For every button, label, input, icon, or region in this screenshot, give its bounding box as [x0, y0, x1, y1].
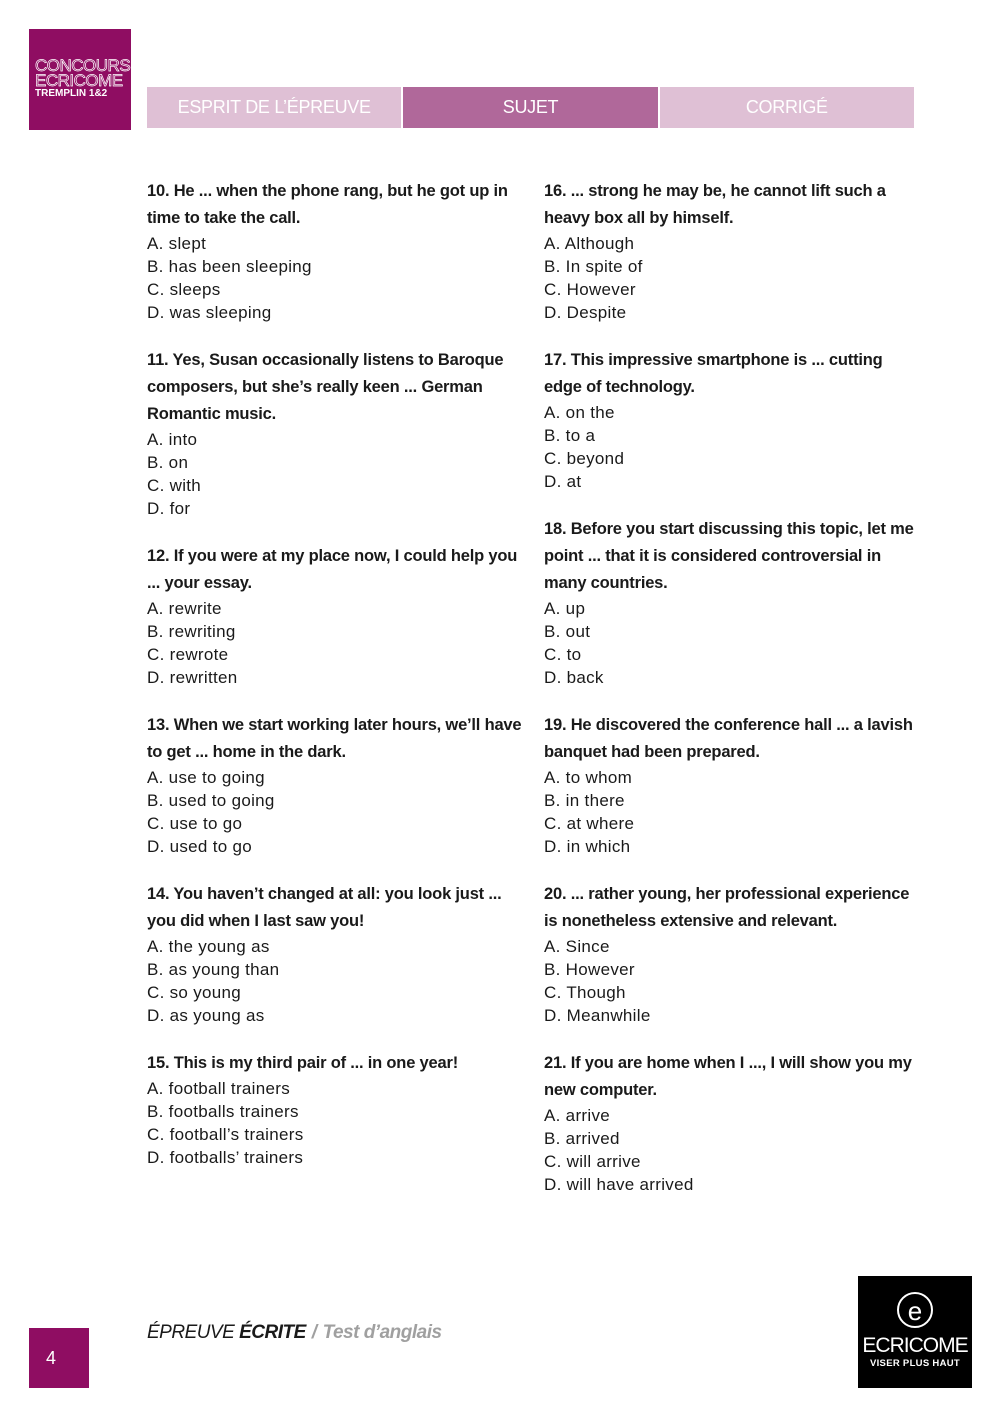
- question-text: 15. This is my third pair of ... in one year!: [147, 1054, 458, 1072]
- question-block: [147, 543, 522, 689]
- question-text: 18. Before you start discussing this topic, let me point ... that it is considered controversial in many countries.: [544, 520, 914, 592]
- question-block: [544, 881, 919, 1027]
- answer-option[interactable]: C. rewrote: [147, 645, 229, 664]
- question-block: [147, 712, 522, 858]
- answer-option[interactable]: B. to a: [544, 426, 596, 445]
- answer-option[interactable]: C. to: [544, 645, 582, 664]
- answer-option[interactable]: D. was sleeping: [147, 303, 272, 322]
- page-number: 4: [29, 1328, 89, 1388]
- question-block: [147, 178, 522, 324]
- answer-option[interactable]: D. for: [147, 499, 191, 518]
- answer-option[interactable]: B. rewriting: [147, 622, 236, 641]
- question-block: [147, 347, 522, 520]
- answer-option[interactable]: C. with: [147, 476, 202, 495]
- ecricome-e-icon: e: [897, 1292, 933, 1328]
- brand-name: ECRICOME: [862, 1334, 968, 1357]
- answer-option[interactable]: B. However: [544, 960, 635, 979]
- answer-option[interactable]: D. will have arrived: [544, 1175, 694, 1194]
- question-text: 21. If you are home when I ..., I will show you my new computer.: [544, 1054, 912, 1099]
- tab-corrige[interactable]: CORRIGÉ: [660, 87, 914, 128]
- question-block: [147, 1050, 522, 1169]
- concours-ecricome-logo: [29, 29, 131, 130]
- answer-option[interactable]: D. Meanwhile: [544, 1006, 651, 1025]
- answer-option[interactable]: A. football trainers: [147, 1079, 291, 1098]
- questions-left-column: [147, 178, 522, 1192]
- question-text: 13. When we start working later hours, we’ll have to get ... home in the dark.: [147, 716, 522, 761]
- logo-line-tremplin: TREMPLIN 1&2: [35, 88, 108, 99]
- question-block: [147, 881, 522, 1027]
- answer-option[interactable]: B. has been sleeping: [147, 257, 312, 276]
- answer-option[interactable]: C. at where: [544, 814, 635, 833]
- logo-line-ecricome: ECRICOME: [35, 71, 123, 90]
- answer-option[interactable]: A. on the: [544, 403, 615, 422]
- answer-option[interactable]: A. use to going: [147, 768, 265, 787]
- answer-option[interactable]: B. In spite of: [544, 257, 643, 276]
- footer-title: [147, 1322, 442, 1344]
- footer-separator: /: [311, 1322, 317, 1343]
- answer-option[interactable]: C. so young: [147, 983, 242, 1002]
- ecricome-brand-logo: [858, 1276, 972, 1388]
- question-block: [544, 178, 919, 324]
- answer-option[interactable]: C. beyond: [544, 449, 625, 468]
- question-text: 20. ... rather young, her professional experience is nonetheless extensive and relevant.: [544, 885, 910, 930]
- answer-option[interactable]: D. at: [544, 472, 582, 491]
- answer-option[interactable]: A. to whom: [544, 768, 633, 787]
- answer-option[interactable]: C. Though: [544, 983, 626, 1002]
- answer-option[interactable]: A. Since: [544, 937, 610, 956]
- question-block: [544, 516, 919, 689]
- answer-option[interactable]: B. arrived: [544, 1129, 620, 1148]
- answer-option[interactable]: D. as young as: [147, 1006, 265, 1025]
- answer-option[interactable]: B. on: [147, 453, 189, 472]
- question-text: 16. ... strong he may be, he cannot lift such a heavy box all by himself.: [544, 182, 886, 227]
- question-text: 14. You haven’t changed at all: you look just ... you did when I last saw you!: [147, 885, 502, 930]
- answer-option[interactable]: D. used to go: [147, 837, 253, 856]
- question-text: 17. This impressive smartphone is ... cutting edge of technology.: [544, 351, 883, 396]
- answer-option[interactable]: D. footballs’ trainers: [147, 1148, 304, 1167]
- section-tabs: [147, 87, 914, 128]
- question-text: 11. Yes, Susan occasionally listens to Baroque composers, but she’s really keen ... German Romantic music.: [147, 351, 504, 423]
- question-block: [544, 347, 919, 493]
- question-text: 12. If you were at my place now, I could help you ... your essay.: [147, 547, 518, 592]
- answer-option[interactable]: C. However: [544, 280, 636, 299]
- answer-option[interactable]: C. sleeps: [147, 280, 221, 299]
- answer-option[interactable]: C. will arrive: [544, 1152, 641, 1171]
- answer-option[interactable]: B. as young than: [147, 960, 280, 979]
- brand-tagline: VISER PLUS HAUT: [869, 1358, 960, 1369]
- answer-option[interactable]: A. slept: [147, 234, 207, 253]
- answer-option[interactable]: A. Although: [544, 234, 635, 253]
- answer-option[interactable]: A. the young as: [147, 937, 270, 956]
- footer-subject: Test d’anglais: [322, 1322, 442, 1343]
- answer-option[interactable]: C. use to go: [147, 814, 243, 833]
- answer-option[interactable]: B. out: [544, 622, 591, 641]
- answer-option[interactable]: D. back: [544, 668, 604, 687]
- answer-option[interactable]: A. rewrite: [147, 599, 222, 618]
- footer-epreuve: ÉPREUVE: [147, 1322, 240, 1343]
- question-block: [544, 1050, 919, 1196]
- answer-option[interactable]: D. rewritten: [147, 668, 238, 687]
- question-text: 19. He discovered the conference hall ... a lavish banquet had been prepared.: [544, 716, 913, 761]
- answer-option[interactable]: A. up: [544, 599, 586, 618]
- logo-line-concours: CONCOURS: [35, 56, 131, 75]
- answer-option[interactable]: B. footballs trainers: [147, 1102, 299, 1121]
- question-block: [544, 712, 919, 858]
- questions-right-column: [544, 178, 919, 1219]
- tab-sujet[interactable]: SUJET: [403, 87, 657, 128]
- answer-option[interactable]: A. arrive: [544, 1106, 610, 1125]
- tab-esprit-epreuve[interactable]: ESPRIT DE L’ÉPREUVE: [147, 87, 401, 128]
- question-text: 10. He ... when the phone rang, but he got up in time to take the call.: [147, 182, 508, 227]
- answer-option[interactable]: C. football’s trainers: [147, 1125, 304, 1144]
- answer-option[interactable]: B. used to going: [147, 791, 275, 810]
- answer-option[interactable]: D. in which: [544, 837, 631, 856]
- answer-option[interactable]: A. into: [147, 430, 198, 449]
- footer-ecrite: ÉCRITE: [239, 1322, 306, 1343]
- answer-option[interactable]: D. Despite: [544, 303, 627, 322]
- answer-option[interactable]: B. in there: [544, 791, 625, 810]
